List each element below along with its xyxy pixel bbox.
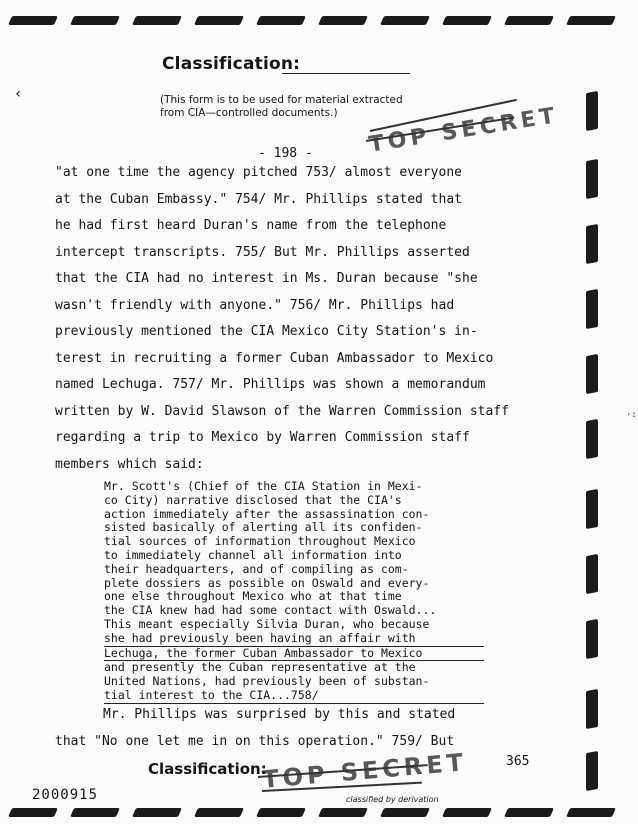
quote-line: to immediately channel all information into bbox=[104, 547, 402, 562]
quote-line: tial sources of information throughout Mexico bbox=[104, 534, 416, 549]
edge-mark bbox=[586, 91, 598, 131]
border-dash bbox=[70, 16, 120, 25]
quote-line-underlined: tial interest to the CIA...758/ bbox=[104, 689, 484, 704]
edge-mark bbox=[586, 354, 598, 394]
border-dash bbox=[566, 808, 616, 817]
border-dash bbox=[70, 808, 120, 817]
border-dash bbox=[442, 16, 492, 25]
border-dash bbox=[566, 16, 616, 25]
derivation-note: classified by derivation bbox=[346, 795, 439, 804]
border-dash bbox=[318, 16, 368, 25]
form-note-line: (This form is to be used for material extracted bbox=[160, 94, 403, 106]
border-dash bbox=[256, 16, 306, 25]
top-secret-stamp: TOP SECRET bbox=[367, 103, 561, 158]
border-dash bbox=[256, 808, 306, 817]
bottom-dashed-border bbox=[0, 806, 638, 820]
border-dash bbox=[504, 808, 554, 817]
text-line: written by W. David Slawson of the Warren Commission staff bbox=[55, 403, 509, 419]
quote-line: United Nations, had previously been of substan- bbox=[104, 674, 430, 689]
border-dash bbox=[380, 808, 430, 817]
page-number: - 198 - bbox=[258, 146, 313, 161]
quote-line: co City) narrative disclosed that the CIA's bbox=[104, 492, 402, 507]
edge-mark bbox=[586, 554, 598, 594]
top-dashed-border bbox=[0, 14, 638, 28]
text-line: that the CIA had no interest in Ms. Duran because "she bbox=[55, 271, 478, 286]
document-id: 2000915 bbox=[32, 787, 99, 803]
text-line: "at one time the agency pitched 753/ almost everyone bbox=[55, 165, 462, 180]
quote-line: plete dossiers as possible on Oswald and every- bbox=[104, 575, 430, 590]
margin-dot: ·: bbox=[626, 410, 637, 420]
border-dash bbox=[8, 808, 58, 817]
quote-line: Mr. Scott's (Chief of the CIA Station in Mexi- bbox=[104, 479, 423, 493]
text-line: named Lechuga. 757/ Mr. Phillips was shown a memorandum bbox=[55, 377, 486, 392]
margin-mark: ‹ bbox=[14, 86, 23, 102]
text-line: previously mentioned the CIA Mexico City Station's in- bbox=[55, 324, 478, 339]
text-line: intercept transcripts. 755/ But Mr. Phillips asserted bbox=[55, 244, 470, 260]
edge-mark bbox=[586, 751, 598, 791]
quote-line: This meant especially Silvia Duran, who because bbox=[104, 616, 430, 631]
border-dash bbox=[8, 16, 58, 25]
edge-mark bbox=[586, 689, 598, 729]
quote-line: sisted basically of alerting all its confiden- bbox=[104, 520, 423, 535]
body-paragraph bbox=[55, 160, 525, 478]
border-dash bbox=[194, 808, 244, 817]
edge-mark bbox=[586, 489, 598, 529]
edge-mark bbox=[586, 619, 598, 659]
edge-mark bbox=[586, 224, 598, 264]
footer-top-secret-stamp: TOP SECRET bbox=[261, 748, 469, 794]
classification-blank-line bbox=[282, 73, 410, 74]
text-line: terest in recruiting a former Cuban Ambassador to Mexico bbox=[55, 350, 494, 366]
form-note bbox=[160, 94, 460, 120]
quote-line-underlined: Lechuga, the former Cuban Ambassador to Mexico bbox=[104, 647, 484, 662]
form-note-line: from CIA—controlled documents.) bbox=[160, 107, 338, 119]
quote-line: and presently the Cuban representative at the bbox=[104, 660, 416, 675]
text-line: regarding a trip to Mexico by Warren Commission staff bbox=[55, 430, 470, 445]
text-line: at the Cuban Embassy." 754/ Mr. Phillips stated that bbox=[55, 191, 462, 207]
text-line: he had first heard Duran's name from the telephone bbox=[55, 218, 447, 233]
border-dash bbox=[504, 16, 554, 25]
border-dash bbox=[132, 808, 182, 817]
border-dash bbox=[380, 16, 430, 25]
text-line: Mr. Phillips was surprised by this and stated bbox=[103, 707, 456, 722]
quote-line: the CIA knew had had some contact with Oswald... bbox=[104, 603, 437, 618]
text-line: members which said: bbox=[55, 456, 204, 472]
text-line: that "No one let me in on this operation." 759/ But bbox=[55, 733, 455, 749]
quote-line-underlined: she had previously been having an affair with bbox=[104, 632, 484, 647]
border-dash bbox=[194, 16, 244, 25]
classification-label: Classification: bbox=[162, 54, 301, 74]
closing-paragraph bbox=[55, 702, 525, 755]
quote-line: action immediately after the assassination con- bbox=[104, 506, 430, 521]
text-line: wasn't friendly with anyone." 756/ Mr. Phillips had bbox=[55, 297, 455, 313]
border-dash bbox=[442, 808, 492, 817]
edge-mark bbox=[586, 289, 598, 329]
edge-mark bbox=[586, 419, 598, 459]
block-quote bbox=[104, 480, 484, 704]
footer-classification-label: Classification: bbox=[148, 760, 267, 778]
page-stamp-number: 365 bbox=[506, 754, 530, 769]
border-dash bbox=[132, 16, 182, 25]
quote-line: their headquarters, and of compiling as com- bbox=[104, 561, 409, 576]
edge-mark bbox=[586, 159, 598, 199]
border-dash bbox=[318, 808, 368, 817]
quote-line: one else throughout Mexico who at that time bbox=[104, 589, 402, 604]
